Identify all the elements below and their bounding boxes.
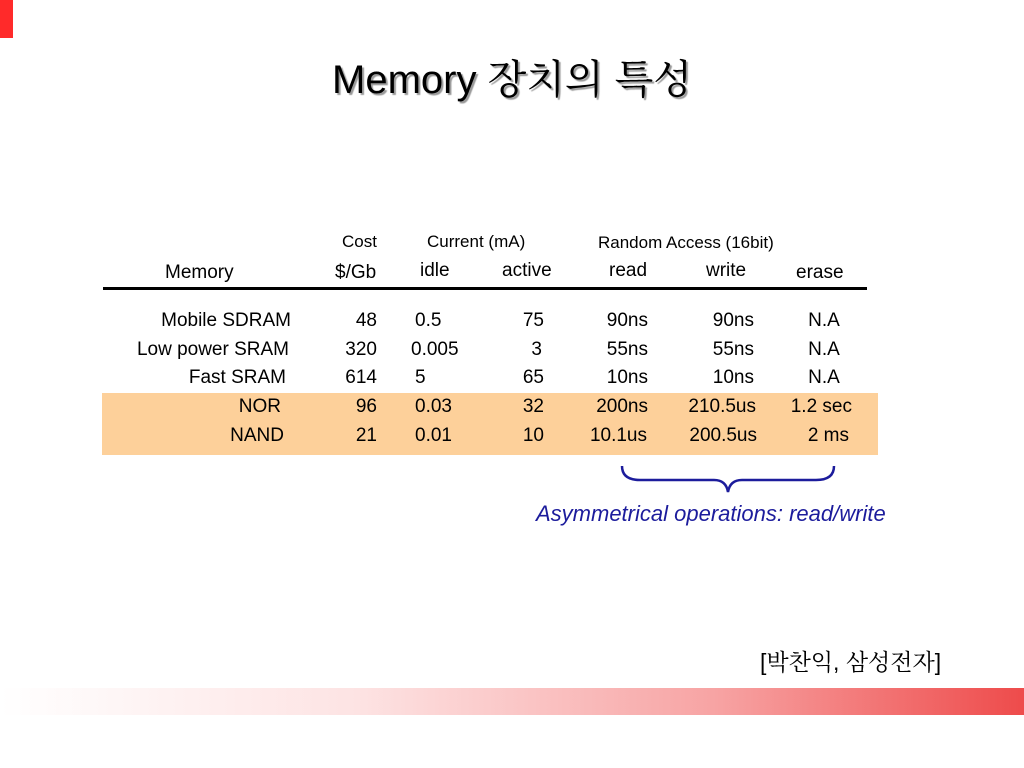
col-header-active: active (502, 260, 552, 281)
col-header-memory: Memory (165, 262, 234, 283)
corner-accent (0, 0, 13, 38)
cell-memory: Low power SRAM (136, 339, 289, 360)
cell-active: 32 (522, 396, 544, 417)
cell-write: 55ns (712, 339, 754, 360)
cell-idle: 5 (415, 367, 426, 388)
cell-memory: NOR (238, 396, 281, 417)
cell-erase: 1.2 sec (790, 396, 852, 417)
cell-active: 75 (522, 310, 544, 331)
col-header-write: write (706, 260, 747, 281)
source-citation: [박찬익, 삼성전자] (760, 649, 942, 675)
col-header-price: $/Gb (335, 262, 377, 283)
cell-read: 10ns (606, 367, 648, 388)
cell-price: 96 (355, 396, 377, 417)
cell-idle: 0.01 (415, 425, 452, 446)
cell-active: 10 (522, 425, 544, 446)
col-header-erase: erase (796, 262, 844, 283)
cell-idle: 0.03 (415, 396, 452, 417)
cell-erase: N.A (808, 339, 840, 360)
cell-erase: 2 ms (807, 425, 849, 446)
cell-erase: N.A (808, 367, 840, 388)
cell-write: 10ns (712, 367, 754, 388)
asymmetry-note: Asymmetrical operations: read/write (536, 501, 886, 526)
cell-idle: 0.005 (411, 339, 459, 360)
cell-read: 200ns (596, 396, 648, 417)
cell-active: 3 (531, 339, 542, 360)
slide-title: Memory 장치의 특성 (332, 58, 692, 102)
header-rule (103, 287, 867, 290)
cell-write: 90ns (712, 310, 754, 331)
cell-read: 10.1us (589, 425, 647, 446)
cell-read: 55ns (606, 339, 648, 360)
cell-price: 614 (345, 367, 377, 388)
cell-erase: N.A (808, 310, 840, 331)
cell-read: 90ns (606, 310, 648, 331)
cell-idle: 0.5 (415, 310, 442, 331)
cell-price: 48 (355, 310, 377, 331)
header-current: Current (mA) (427, 232, 526, 251)
header-random-access: Random Access (16bit) (598, 233, 774, 252)
cell-memory: Mobile SDRAM (161, 310, 291, 331)
cell-active: 65 (522, 367, 544, 388)
header-cost: Cost (342, 232, 377, 251)
cell-memory: Fast SRAM (188, 367, 286, 388)
cell-write: 200.5us (689, 425, 757, 446)
curly-brace-icon (618, 462, 838, 496)
cell-price: 320 (345, 339, 377, 360)
cell-write: 210.5us (688, 396, 756, 417)
cell-memory: NAND (230, 425, 284, 446)
footer-gradient-bar (0, 688, 1024, 715)
cell-price: 21 (355, 425, 377, 446)
col-header-read: read (609, 260, 648, 281)
col-header-idle: idle (420, 260, 450, 281)
